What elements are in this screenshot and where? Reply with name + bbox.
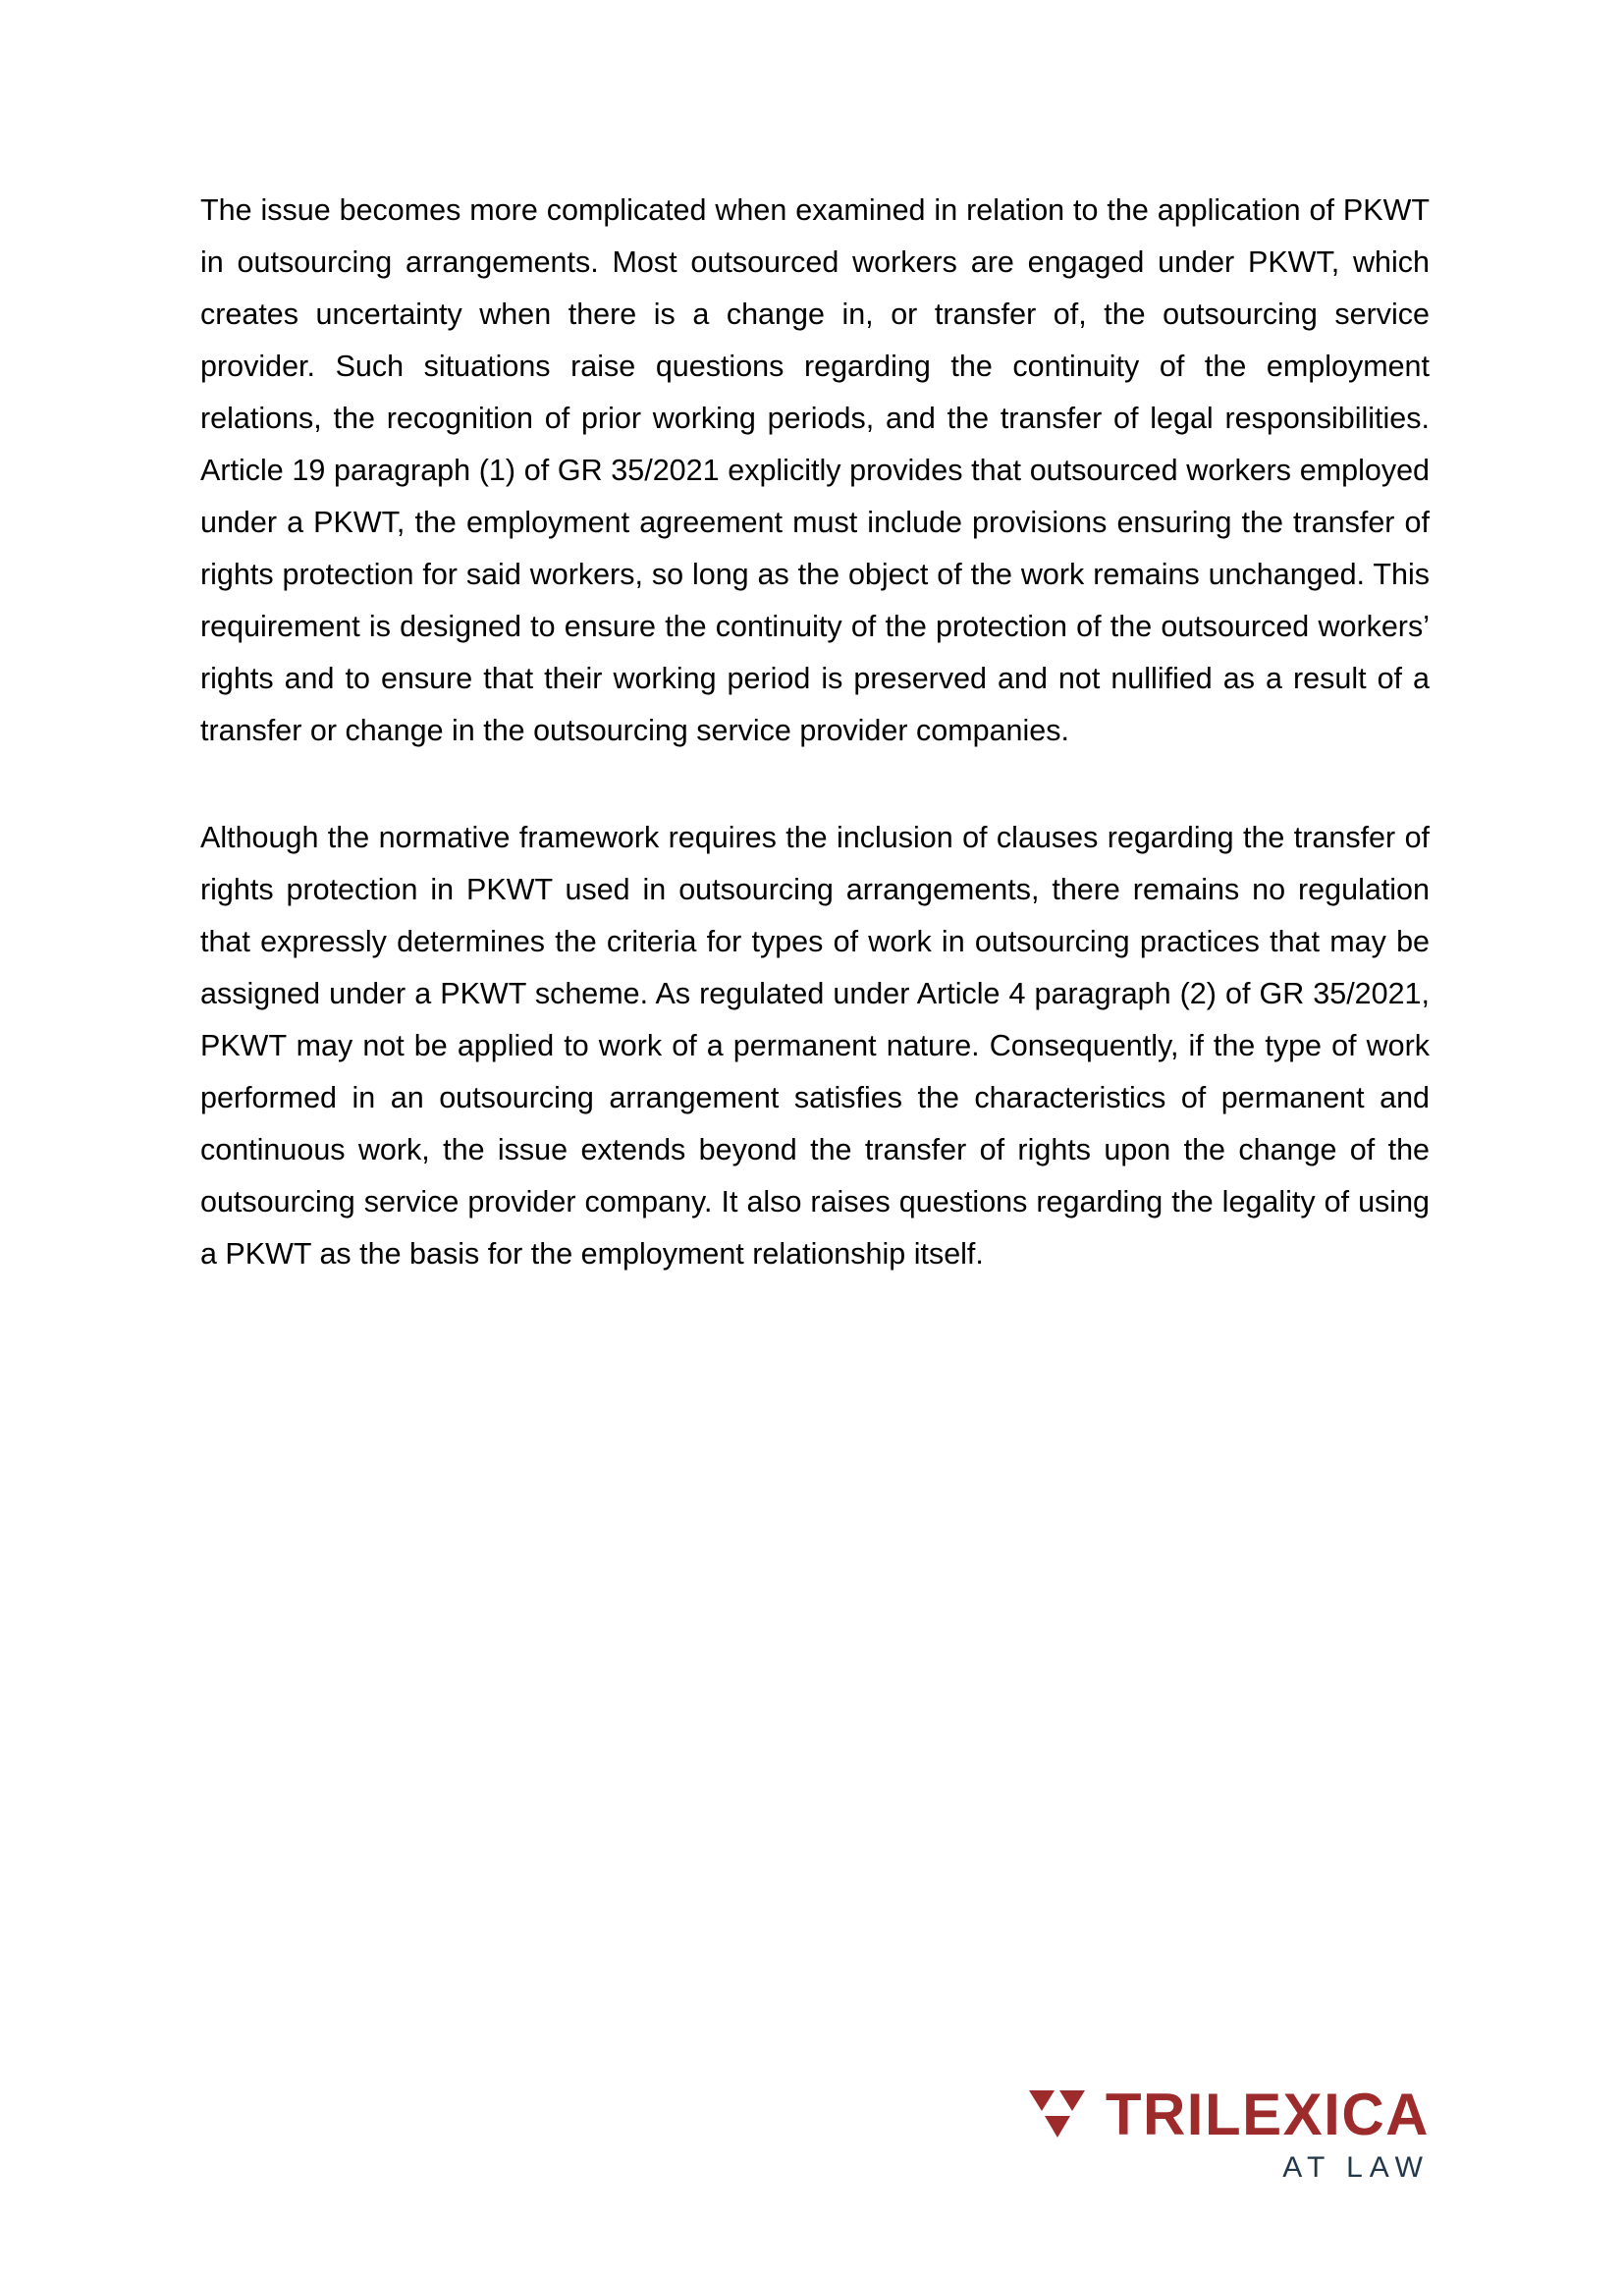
triangle-top-right	[1059, 2090, 1085, 2111]
brand-row	[1029, 2082, 1430, 2147]
triangle-bottom-center	[1045, 2116, 1070, 2138]
three-triangles-icon	[1029, 2090, 1085, 2139]
company-logo	[1029, 2082, 1430, 2184]
document-body	[200, 185, 1430, 1335]
paragraph-normative-framework: Although the normative framework requires the inclusion of clauses regarding the transfer of rights protection in PKWT used in outsourcing arrangements, there remains no regulation that expressly determines the criteria for types of work in outsourcing practices that may be assigned under a PKWT scheme. As regulated under Article 4 paragraph (2) of GR 35/2021, PKWT may not be applied to work of a permanent nature. Consequently, if the type of work performed in an outsourcing arrangement satisfies the characteristics of permanent and continuous work, the issue extends beyond the transfer of rights upon the change of the outsourcing service provider company. It also raises questions regarding the legality of using a PKWT as the basis for the employment relationship itself.	[200, 821, 1430, 1271]
paragraph-pkwt-outsourcing: The issue becomes more complicated when examined in relation to the application of PKWT in outsourcing arrangements. Most outsourced workers are engaged under PKWT, which creates uncertainty when there is a change in, or transfer of, the outsourcing service provider. Such situations raise questions regarding the continuity of the employment relations, the recognition of prior working periods, and the transfer of legal responsibilities. Article 19 paragraph (1) of GR 35/2021 explicitly provides that outsourced workers employed under a PKWT, the employment agreement must include provisions ensuring the transfer of rights protection for said workers, so long as the object of the work remains unchanged. This requirement is designed to ensure the continuity of the protection of the outsourced workers’ rights and to ensure that their working period is preserved and not nullified as a result of a transfer or change in the outsourcing service provider companies.	[200, 193, 1430, 747]
triangle-top-left	[1029, 2090, 1055, 2111]
brand-tagline: AT LAW	[1282, 2151, 1430, 2184]
brand-name: TRILEXICA	[1105, 2082, 1430, 2147]
